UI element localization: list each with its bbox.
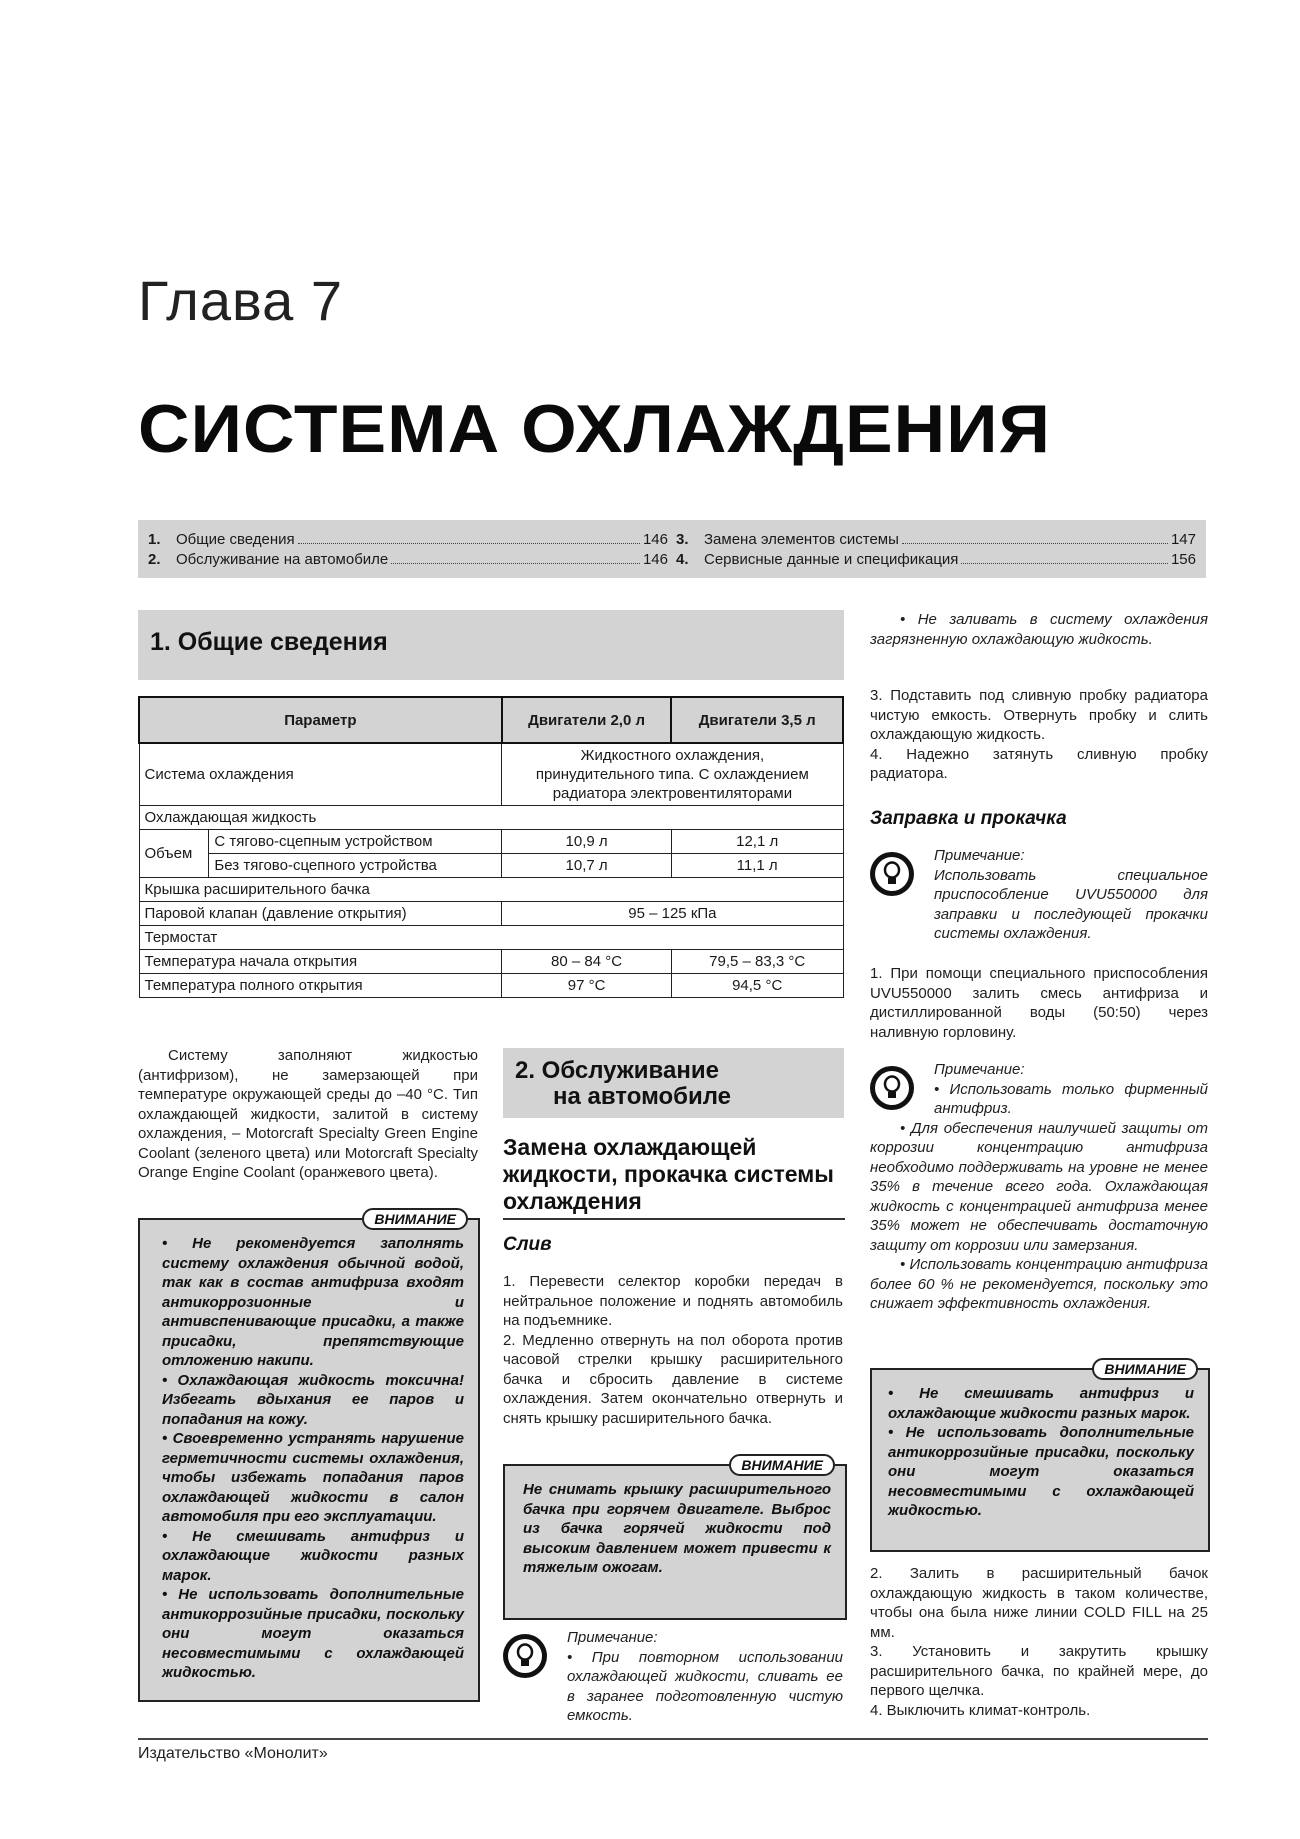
toc-item[interactable]: 4. Сервисные данные и спецификация 156 bbox=[676, 551, 1196, 568]
fill-bleed-heading: Заправка и прокачка bbox=[870, 808, 1067, 829]
warning-box-right: ВНИМАНИЕ • Не смешивать антифриз и охлаждающие жидкости разных марок. • Не использовать дополнительные антикоррозийные присадки, поскольку они могут оказаться несовместимыми с охлаждающей жидкостью. bbox=[870, 1368, 1210, 1552]
table-row: Температура начала открытия 80 – 84 °С 79,5 – 83,3 °С bbox=[139, 950, 843, 974]
table-of-contents bbox=[138, 520, 1206, 578]
header-engine-3-5: Двигатели 3,5 л bbox=[671, 697, 843, 743]
warning-tag: ВНИМАНИЕ bbox=[1092, 1358, 1198, 1380]
warning-box-left: ВНИМАНИЕ • Не рекомендуется заполнять систему охлаждения обычной водой, так как в состав антифриза входят антикоррозионные и антивспенивающие присадки, а также присадки, препятствующие отложению накипи. • Охлаждающая жидкость токсична! Избегать вдыхания ее паров и попадания на кожу. • Своевременно устранять нарушение герметичности системы охлаждения, чтобы избежать попадания паров охлаждающей жидкости в салон автомобиля при его эксплуатации. • Не смешивать антифриз и охлаждающие жидкости разных марок. • Не использовать дополнительные антикоррозийные присадки, поскольку они могут оказаться несовместимыми с охлаждающей жидкостью. bbox=[138, 1218, 480, 1702]
table-row: Охлаждающая жидкость bbox=[139, 806, 843, 830]
drain-steps-continued: 3. Подставить под сливную пробку радиатора чистую емкость. Отвернуть пробку и слить охлаждающую жидкость. 4. Надежно затянуть сливную пробку радиатора. bbox=[870, 687, 1208, 782]
note-special-tool: Примечание: Использовать специальное приспособление UVU550000 для заправки и последующей прокачки системы охлаждения. bbox=[934, 847, 1208, 942]
table-row: Термостат bbox=[139, 926, 843, 950]
note-reuse-coolant: Примечание: • При повторном использовании охлаждающей жидкости, сливать ее в заранее подготовленную чистую емкость. bbox=[567, 1629, 843, 1724]
section-heading-general: 1. Общие сведения bbox=[138, 610, 844, 680]
publisher-footer: Издательство «Монолит» bbox=[138, 1745, 328, 1762]
table-row: Без тягово-сцепного устройства 10,7 л 11,1 л bbox=[139, 854, 843, 878]
coolant-intro-paragraph: Систему заполняют жидкостью (антифризом), не замерзающей при температуре окружающей среды до –40 °С. Тип охлаждающей жидкости, залитой в систему охлаждения, – Motorcraft Specialty Green Engine Coolant (зеленого цвета) или Motorcraft Specialty Orange Engine Coolant (оранжевого цвета). bbox=[138, 1047, 478, 1181]
toc-column-right bbox=[676, 528, 1196, 568]
toc-item[interactable]: 1. Общие сведения 146 bbox=[148, 531, 668, 548]
table-row: Паровой клапан (давление открытия) 95 – 125 кПа bbox=[139, 902, 843, 926]
fill-steps-continued: 2. Залить в расширительный бачок охлаждающую жидкость в таком количестве, чтобы она была ниже линии COLD FILL на 25 мм. 3. Установить и закрутить крышку расширительного бачка, по крайней мере, до первого щелчка. 4. Выключить климат-контроль. bbox=[870, 1565, 1208, 1719]
toc-item-page: 156 bbox=[1170, 551, 1196, 568]
note-antifreeze: Примечание: • Использовать только фирменный антифриз. • Для обеспечения наилучшей защиты от коррозии концентрацию антифриза необходимо поддерживать на уровне не менее 35% в течение всего года. Охлаждающая жидкость с концентрацией антифриза менее 35% может не обеспечивать достаточную защиту от коррозии или замерзания. • Использовать концентрацию антифриза более 60 % не рекомендуется, поскольку это снижает эффективность охлаждения. bbox=[870, 1061, 1208, 1312]
footer-rule bbox=[138, 1738, 1208, 1740]
parameters-table bbox=[138, 696, 844, 998]
drain-heading: Слив bbox=[503, 1234, 552, 1255]
header-engine-2-0: Двигатели 2,0 л bbox=[502, 697, 672, 743]
table-row: Система охлаждения Жидкостного охлаждения, принудительного типа. С охлаждением радиатора электровентиляторами bbox=[139, 743, 843, 806]
header-param: Параметр bbox=[139, 697, 502, 743]
table-row: Крышка расширительного бачка bbox=[139, 878, 843, 902]
bullet-no-dirty-coolant: • Не заливать в систему охлаждения загрязненную охлаждающую жидкость. bbox=[870, 611, 1208, 648]
section-heading-maintenance: 2. Обслуживание на автомобиле bbox=[503, 1048, 844, 1118]
toc-item-title: Сервисные данные и спецификация bbox=[704, 551, 959, 568]
toc-item-page: 146 bbox=[642, 551, 668, 568]
toc-item[interactable]: 2. Обслуживание на автомобиле 146 bbox=[148, 551, 668, 568]
chapter-label: Глава 7 bbox=[138, 269, 343, 332]
toc-item-page: 146 bbox=[642, 531, 668, 548]
warning-tag: ВНИМАНИЕ bbox=[362, 1208, 468, 1230]
subsection-heading-coolant-replacement: Замена охлаждающей жидкости, прокачка системы охлаждения bbox=[503, 1134, 834, 1214]
toc-item-title: Общие сведения bbox=[176, 531, 295, 548]
toc-item-page: 147 bbox=[1170, 531, 1196, 548]
table-row: Температура полного открытия 97 °С 94,5 °С bbox=[139, 974, 843, 998]
table-row: Объем С тягово-сцепным устройством 10,9 л 12,1 л bbox=[139, 830, 843, 854]
warning-box-middle: ВНИМАНИЕ Не снимать крышку расширительного бачка при горячем двигателе. Выброс из бачка горячей жидкости под высоким давлением может привести к тяжелым ожогам. bbox=[503, 1464, 847, 1620]
toc-item-title: Обслуживание на автомобиле bbox=[176, 551, 389, 568]
drain-steps: 1. Перевести селектор коробки передач в нейтральное положение и поднять автомобиль на подъемнике. 2. Медленно отвернуть на пол оборота против часовой стрелки крышку расширительного бачка и сбросить давление в системе охлаждения. Затем окончательно отвернуть и снять крышку расширительного бачка. bbox=[503, 1273, 843, 1427]
warning-tag: ВНИМАНИЕ bbox=[729, 1454, 835, 1476]
fill-step-1: 1. При помощи специального приспособления UVU550000 залить смесь антифриза и дистиллированной воды (50:50) через наливную горловину. bbox=[870, 965, 1208, 1041]
toc-item[interactable]: 3. Замена элементов системы 147 bbox=[676, 531, 1196, 548]
toc-column-left bbox=[148, 528, 668, 568]
toc-item-title: Замена элементов системы bbox=[704, 531, 899, 548]
chapter-title: СИСТЕМА ОХЛАЖДЕНИЯ bbox=[138, 391, 1052, 467]
table-header-row bbox=[139, 697, 843, 743]
